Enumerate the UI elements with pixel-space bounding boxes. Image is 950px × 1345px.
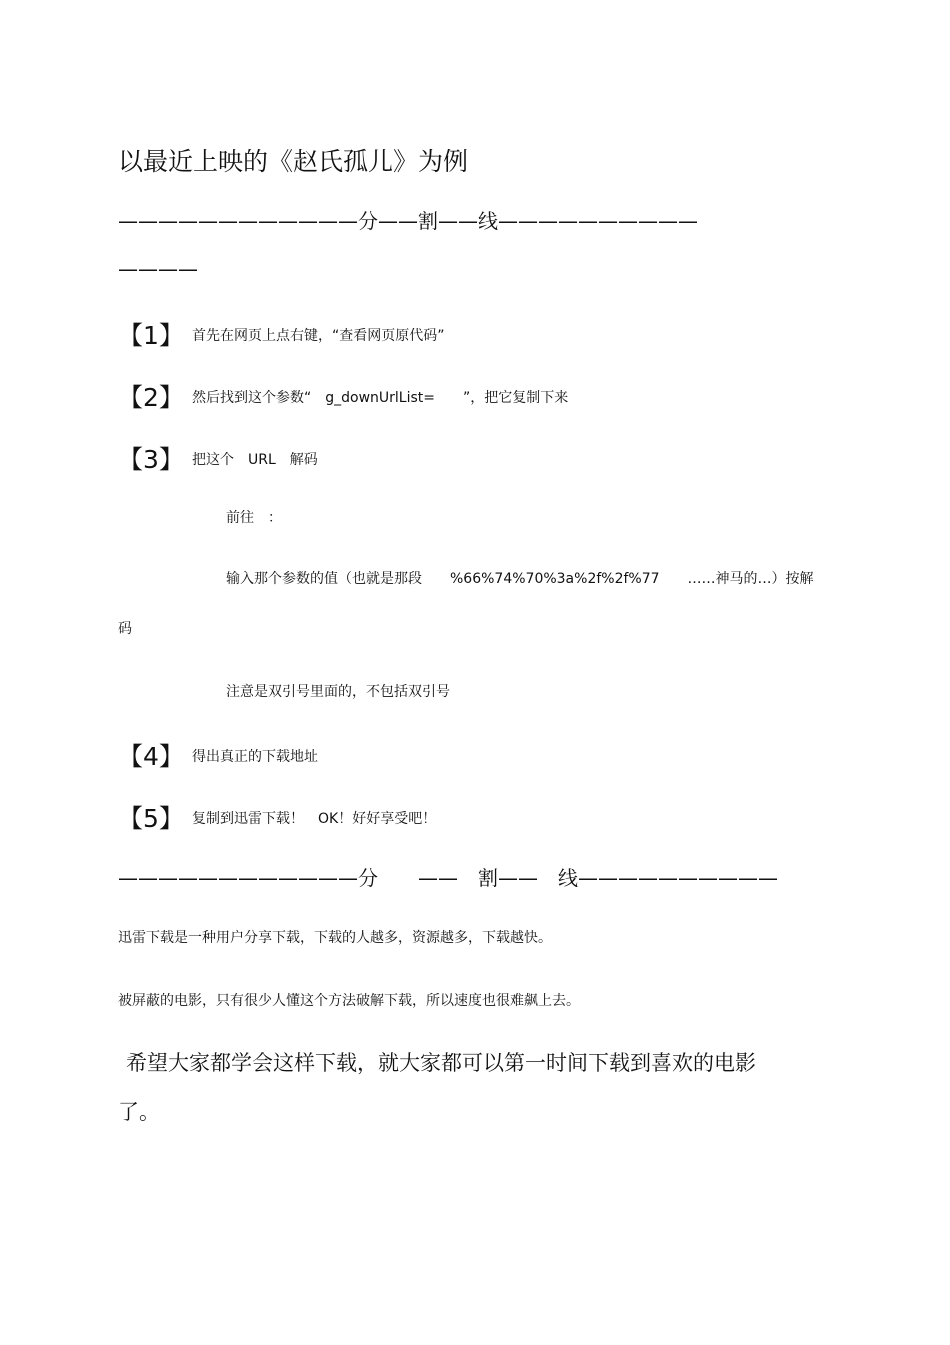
step-marker: 【5】 [118,804,184,833]
divider-bottom: ————————————分 —— 割—— 线—————————— [118,866,778,890]
paragraph-2: 被屏蔽的电影，只有很少人懂这个方法破解下载，所以速度也很难飙上去。 [118,993,580,1009]
step-3-input-line2: 码 [118,621,132,637]
step-marker: 【2】 [118,383,184,412]
step-4 [118,737,184,773]
step-3 [118,440,184,476]
step-3-input-line1: 输入那个参数的值（也就是那段 %66%74%70%3a%2f%2f%77 ……神马的…）按解 [226,571,814,587]
step-1 [118,316,184,352]
divider-top-line1: ————————————分——割——线—————————— [118,209,698,233]
step-3-goto: 前往 ： [226,510,282,526]
closing-line1: 希望大家都学会这样下载，就大家都可以第一时间下载到喜欢的电影 [126,1051,756,1075]
step-3-text: 把这个 URL 解码 [192,452,318,468]
step-2 [118,378,184,414]
step-marker: 【3】 [118,445,184,474]
closing-line2: 了。 [118,1100,160,1124]
step-5-text: 复制到迅雷下载！ OK！好好享受吧！ [192,811,437,827]
step-1-text: 首先在网页上点右键，“查看网页原代码” [192,328,445,344]
step-2-text: 然后找到这个参数“ g_downUrlList= ”，把它复制下来 [192,390,569,406]
divider-top-line2: ———— [118,257,198,281]
step-3-note: 注意是双引号里面的，不包括双引号 [226,684,450,700]
step-4-text: 得出真正的下载地址 [192,749,318,765]
step-5 [118,799,184,835]
paragraph-1: 迅雷下载是一种用户分享下载，下载的人越多，资源越多，下载越快。 [118,930,552,946]
step-marker: 【4】 [118,742,184,771]
document-title: 以最近上映的《赵氏孤儿》为例 [118,147,469,176]
step-marker: 【1】 [118,321,184,350]
